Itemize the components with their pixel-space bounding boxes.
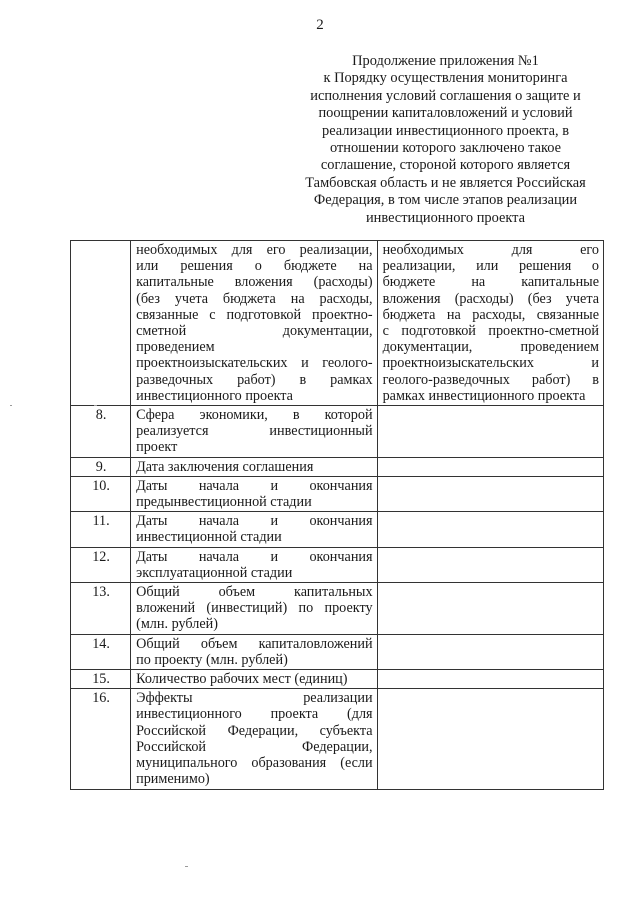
table-row [71, 634, 604, 669]
cell-line: проведением [136, 339, 215, 356]
cell-line: Количество рабочих мест (единиц) [136, 671, 348, 688]
cell-line: применимо) [136, 771, 210, 788]
cell-line: сметной документации, [136, 323, 373, 340]
cell-line: вложений (инвестиций) по проекту [136, 600, 373, 617]
indicator-value [377, 634, 603, 669]
cell-line: реализуется инвестиционный [136, 423, 373, 440]
table-row [71, 670, 604, 689]
indicator-name [131, 689, 377, 789]
cell-line: по проекту (млн. рублей) [136, 651, 288, 668]
cell-line: связанные с подготовкой проектно- [136, 306, 373, 323]
row-number: 12. [71, 547, 131, 582]
table-row [71, 476, 604, 511]
cell-line: геолого-разведочных работ) в [382, 371, 599, 388]
indicator-value [377, 406, 603, 458]
cell-line: проектноизыскательских и [382, 355, 599, 372]
indicator-name [131, 512, 377, 547]
cell-line: Сфера экономики, в которой [136, 407, 373, 424]
cell-line: реализации, или решения о [382, 258, 599, 275]
cell-line: инвестиционного проекта [136, 387, 293, 404]
cell-line: муниципального образования (если [136, 755, 373, 772]
cell-line: с подготовкой проектно-сметной [382, 323, 599, 340]
indicator-name [131, 583, 377, 635]
table-row [71, 583, 604, 635]
cell-line: бюджета на расходы, связанные [382, 306, 599, 323]
cell-line: капитальные вложения (расходы) [136, 274, 373, 291]
indicator-value [377, 583, 603, 635]
cell-line: (без учета бюджета на расходы, [136, 290, 373, 307]
table-row [71, 241, 604, 406]
row-number: 15. [71, 670, 131, 689]
heading-line: реализации инвестиционного проекта, в [322, 122, 569, 139]
indicator-name [131, 634, 377, 669]
table-row [71, 689, 604, 789]
heading-line: инвестиционного проекта [365, 209, 526, 226]
cell-line: Даты начала и окончания [136, 513, 373, 530]
heading-line: Продолжение приложения №1 [352, 53, 539, 69]
indicator-name [131, 547, 377, 582]
indicator-value [377, 476, 603, 511]
cell-line: Даты начала и окончания [136, 477, 373, 494]
cell-line: Российской Федерации, [136, 738, 373, 755]
cell-line: Общий объем капиталовложений [136, 635, 373, 652]
indicator-value [377, 457, 603, 476]
cell-line: инвестиционной стадии [136, 529, 282, 546]
table-row [71, 547, 604, 582]
row-number: 16. [71, 689, 131, 789]
row-number: 10. [71, 476, 131, 511]
cell-line: Эффекты реализации [136, 690, 373, 707]
table-row [71, 512, 604, 547]
indicator-name [131, 476, 377, 511]
row-number: 14. [71, 634, 131, 669]
indicator-value [377, 512, 603, 547]
cell-line: или решения о бюджете на [136, 258, 373, 275]
heading-line: соглашение, стороной которого является [320, 157, 571, 174]
row-number: 11. [71, 512, 131, 547]
cell-line: (млн. рублей) [136, 616, 218, 633]
heading-line: исполнения условий соглашения о защите и [310, 87, 581, 104]
scan-speck [185, 866, 188, 867]
page-number: 2 [316, 17, 324, 33]
cell-line: необходимых для его реализации, [136, 242, 373, 258]
cell-line: вложения (расходы) (без учета [382, 290, 599, 307]
scan-speck [10, 405, 12, 406]
cell-line: проектноизыскательских и геолого- [136, 355, 373, 372]
cell-line: разведочных работ) в рамках [136, 371, 373, 388]
indicator-name [131, 670, 377, 689]
indicator-value [377, 547, 603, 582]
appendix-heading [282, 53, 609, 227]
heading-line: Тамбовская область и не является Российская [305, 174, 586, 191]
indicator-name [131, 241, 377, 406]
row-number [71, 241, 131, 406]
scan-speck [94, 405, 97, 406]
cell-line: рамках инвестиционного проекта [382, 387, 586, 404]
cell-line: Российской Федерации, субъекта [136, 722, 373, 739]
cell-line: эксплуатационной стадии [136, 564, 293, 581]
cell-line: Дата заключения соглашения [136, 458, 314, 475]
cell-line: документации, проведением [382, 339, 599, 356]
row-number: 9. [71, 457, 131, 476]
indicator-name [131, 406, 377, 458]
table-row [71, 457, 604, 476]
cell-line: Даты начала и окончания [136, 548, 373, 565]
heading-line: поощрении капиталовложений и условий [318, 105, 573, 122]
heading-line: Федерация, в том числе этапов реализации [313, 192, 578, 209]
row-number: 8. [71, 406, 131, 458]
cell-line: необходимых для его [382, 242, 599, 258]
heading-line: к Порядку осуществления мониторинга [323, 70, 568, 87]
indicator-value [377, 689, 603, 789]
indicator-value [377, 241, 603, 406]
cell-line: проект [136, 439, 178, 456]
cell-line: Общий объем капитальных [136, 584, 373, 601]
cell-line: бюджете на капитальные [382, 274, 599, 291]
indicator-name [131, 457, 377, 476]
heading-line: отношении которого заключено такое [329, 140, 562, 157]
row-number: 13. [71, 583, 131, 635]
indicator-value [377, 670, 603, 689]
cell-line: предынвестиционной стадии [136, 494, 312, 511]
monitoring-table [70, 240, 604, 790]
table-row [71, 406, 604, 458]
cell-line: инвестиционного проекта (для [136, 706, 373, 723]
